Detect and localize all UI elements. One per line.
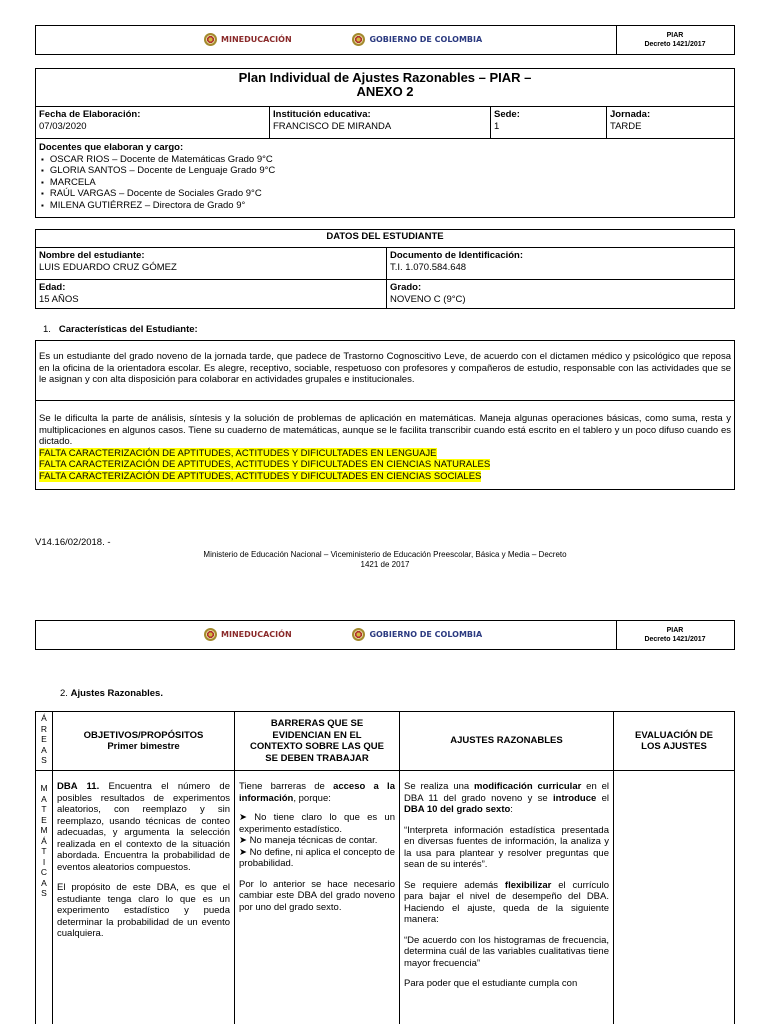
section-title: DATOS DEL ESTUDIANTE (36, 230, 734, 248)
version-text: V14.16/02/2018. - (35, 537, 111, 548)
logos (204, 628, 482, 645)
list-item: ▪ OSCAR RIOS – Docente de Matemáticas Grado 9°C (39, 154, 275, 166)
ajustes-cell: Se realiza una modificación curricular en el DBA 11 del grado noveno y se introduce el DBA 10 del grado sexto: “Interpreta información estadística presentada en diversas fuentes de información, la analiza y la usa para plantear y resolver preguntas que sean de su interés”. Se requiere además flexibilizar el currículo para bajar el nivel de desempeño del DBA. Haciendo el ajuste, queda de la siguiente manera: “De acuerdo con los histogramas de frecuencia, determina cuál de las variables cualitativas tiene mayor frecuencia” Para poder que el estudiante cumpla con (400, 771, 614, 1024)
col-evaluacion-header: EVALUACIÓN DE LOS AJUSTES (614, 712, 734, 771)
gobierno-logo: GOBIERNO DE COLOMBIA (352, 628, 482, 641)
seal-icon (204, 33, 217, 46)
institucion-cell: Institución educativa: FRANCISCO DE MIRANDA (270, 107, 491, 139)
caracteristicas-paragraph-2: Se le dificulta la parte de análisis, síntesis y la solución de problemas de aplicación en matemáticas. Maneja algunas operaciones básicas, como suma, resta y multiplicaciones en algunos casos. Tiene su cuaderno de matemáticas, aunque se le facilita transcribir cuando está escrito en el tablero y un poco difuso cuando es dictado. FALTA CARACTERIZACIÓN DE APTITUDES, ACTITUDES Y DIFICULTADES EN LENGUAJE FALTA CARACTERIZACIÓN DE APTITUDES, ACTITUDES Y DIFICULTADES EN CIENCIAS NATURALES FALTA CARACTERIZACIÓN DE APTITUDES, ACTITUDES Y DIFICULTADES EN CIENCIAS SOCIALES (39, 413, 731, 482)
col-objetivos-header: OBJETIVOS/PROPÓSITOS Primer bimestre (53, 712, 235, 771)
docentes-list (39, 154, 275, 212)
col-ajustes-header: AJUSTES RAZONABLES (400, 712, 614, 771)
docentes-section: Docentes que elaboran y cargo: ▪ OSCAR RIOS – Docente de Matemáticas Grado 9°C ▪ GLORIA SANTOS – Docente de Lenguaje Grado 9°C ▪ MARCELA ▪ RAÚL VARGAS – Docente de Sociales Grado 9°C ▪ MILENA GUTIÉRREZ – Directora de Grado 9° (39, 142, 275, 211)
page-header-second (35, 620, 735, 650)
falta-lenguaje: FALTA CARACTERIZACIÓN DE APTITUDES, ACTITUDES Y DIFICULTADES EN LENGUAJE (39, 447, 437, 459)
sede-cell: Sede: 1 (491, 107, 607, 139)
plan-table (35, 68, 735, 218)
area-name: M A T E M Á T I C A S (40, 783, 48, 898)
mineducacion-logo: MINEDUCACIÓN (204, 628, 292, 641)
col-areas-label: Á R E A S (40, 713, 48, 765)
list-item: ➤ No maneja técnicas de contar. (239, 835, 378, 846)
page-header-top (35, 25, 735, 55)
seal-icon (204, 628, 217, 641)
caracteristicas-paragraph-1: Es un estudiante del grado noveno de la jornada tarde, que padece de Trastorno Cognoscitivo Leve, de acuerdo con el dictamen médico y psicológico que reposa en la oficina de la orientadora escolar. Es alegre, receptivo, sociable, respetuoso con profesores y compañeros de estudio, responsable con las actividades que se le asignan y con alta disposición para colaborar en actividades grupales e institucionales. (36, 341, 734, 401)
col-areas-header (36, 712, 53, 771)
objetivos-cell: DBA 11. Encuentra el número de posibles resultados de experimentos aleatorios, con reemplazo y sin reemplazo, usando técnicas de conteo adecuadas, y argumenta la selección realizada en el contexto de la situación abordada. Encuentra la probabilidad de eventos aleatorios compuestos. El propósito de este DBA, es que el estudiante tenga claro lo que es un experimento estadístico y pueda determinar la probabilidad de un evento cualquiera. (53, 771, 235, 1024)
evaluacion-cell (614, 771, 734, 1024)
barreras-cell: Tiene barreras de acceso a la información, porque: ➤ No tiene claro lo que es un experimento estadístico. ➤ No maneja técnicas de contar. ➤ No define, ni aplica el concepto de probabilidad. Por lo anterior se hace necesario cambiar este DBA del grado noveno por uno del grado sexto. (235, 771, 400, 1024)
arrow-bullet-icon: ➤ (239, 835, 247, 846)
logos (204, 33, 482, 50)
falta-naturales: FALTA CARACTERIZACIÓN DE APTITUDES, ACTITUDES Y DIFICULTADES EN CIENCIAS NATURALES (39, 459, 491, 470)
piar-code: PIAR Decreto 1421/2017 (644, 32, 706, 48)
student-document-cell: Documento de Identificación: T.I. 1.070.584.648 (387, 248, 734, 280)
list-item: ➤ No define, ni aplica el concepto de probabilidad. (239, 846, 395, 869)
col-barreras-header: BARRERAS QUE SE EVIDENCIAN EN EL CONTEXTO SOBRE LAS QUE SE DEBEN TRABAJAR (235, 712, 400, 771)
area-cell (36, 771, 53, 1024)
arrow-bullet-icon: ➤ (239, 846, 247, 858)
page-footer: Ministerio de Educación Nacional – Viceministerio de Educación Preescolar, Básica y Media – Decreto 1421 de 2017 (203, 550, 567, 569)
list-item: ▪ GLORIA SANTOS – Docente de Lenguaje Grado 9°C (39, 165, 275, 177)
list-item: ▪ MILENA GUTIÉRREZ – Directora de Grado 9° (39, 200, 275, 212)
seal-icon (352, 628, 365, 641)
caracteristicas-box (35, 340, 735, 490)
jornada-cell: Jornada: TARDE (607, 107, 734, 139)
list-item: ➤ No tiene claro lo que es un experimento estadístico. (239, 812, 395, 835)
ajustes-heading: 2. Ajustes Razonables. (60, 688, 163, 699)
student-age-cell: Edad: 15 AÑOS (36, 280, 387, 308)
piar-code: PIAR Decreto 1421/2017 (644, 627, 706, 643)
seal-icon (352, 33, 365, 46)
caracteristicas-heading: 1. Características del Estudiante: (43, 324, 198, 335)
list-item: ▪ RAÚL VARGAS – Docente de Sociales Grado 9°C (39, 188, 275, 200)
mineducacion-logo: MINEDUCACIÓN (204, 33, 292, 46)
gobierno-logo: GOBIERNO DE COLOMBIA (352, 33, 482, 46)
plan-title: Plan Individual de Ajustes Razonables – PIAR – ANEXO 2 (238, 70, 532, 99)
student-table (35, 229, 735, 309)
falta-sociales: FALTA CARACTERIZACIÓN DE APTITUDES, ACTITUDES Y DIFICULTADES EN CIENCIAS SOCIALES (39, 470, 482, 482)
student-grade-cell: Grado: NOVENO C (9°C) (390, 282, 466, 305)
fecha-cell: Fecha de Elaboración: 07/03/2020 (36, 107, 270, 139)
student-name-cell: Nombre del estudiante: LUIS EDUARDO CRUZ GÓMEZ (36, 248, 387, 280)
ajustes-table (35, 711, 735, 1024)
list-item: ▪ MARCELA (39, 177, 275, 189)
arrow-bullet-icon: ➤ (239, 812, 247, 823)
